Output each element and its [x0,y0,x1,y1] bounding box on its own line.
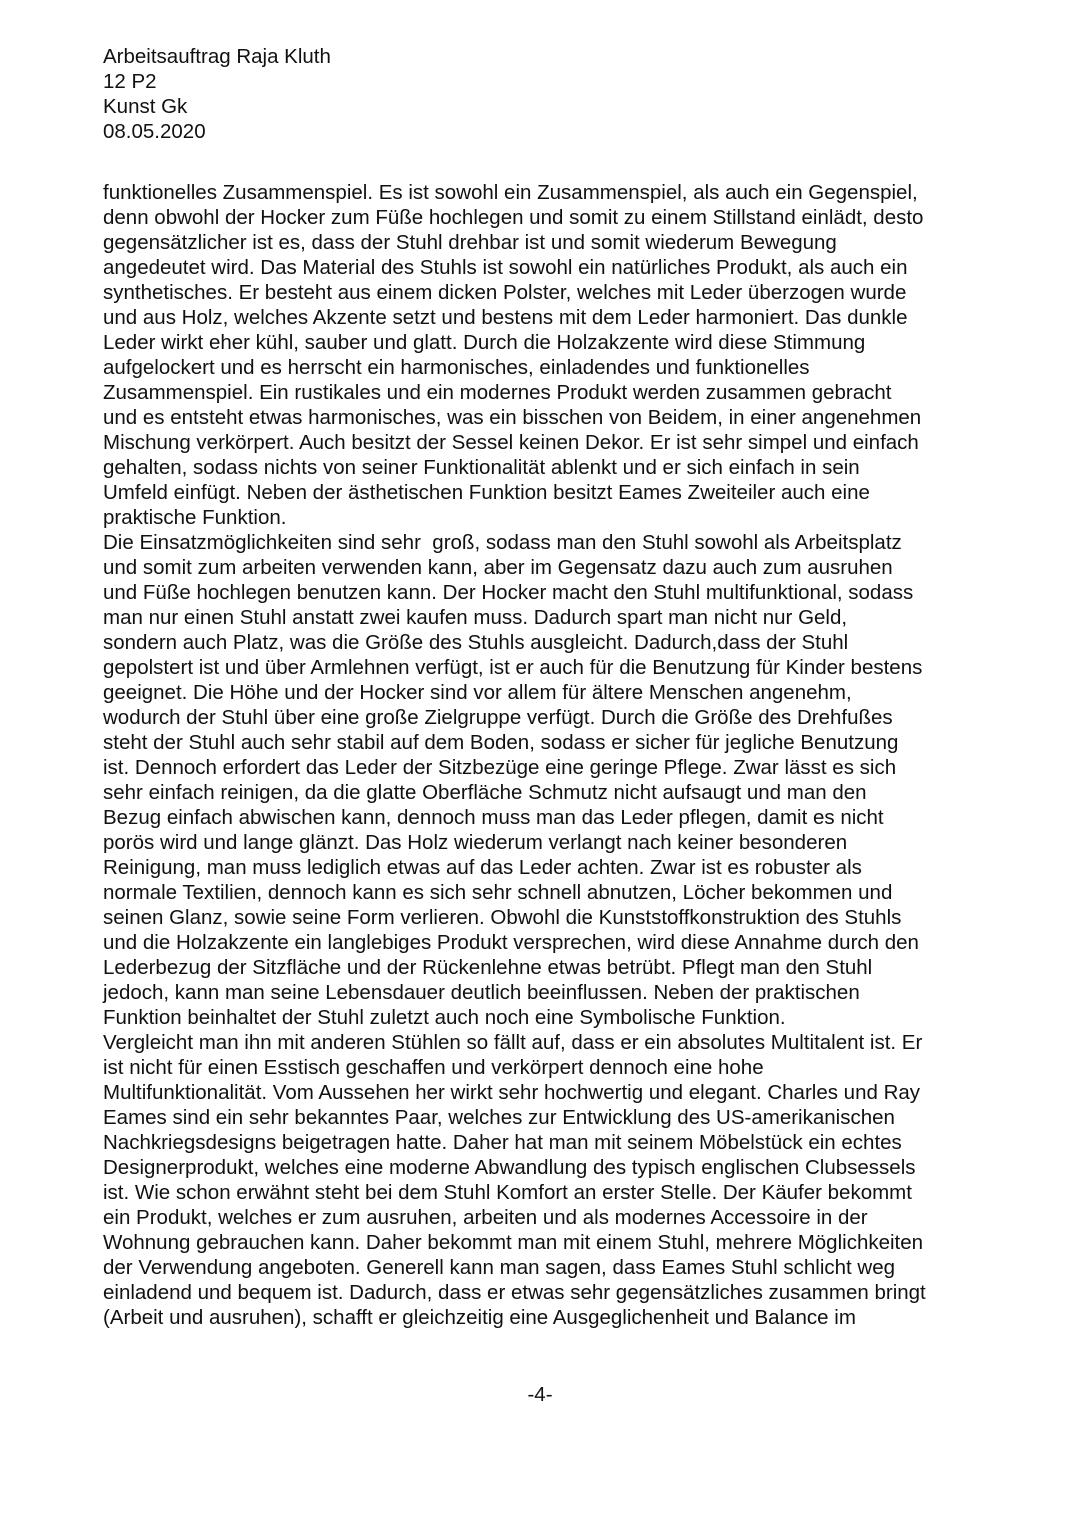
body-text-line: einladend und bequem ist. Dadurch, dass er etwas sehr gegensätzliches zusammen bringt [103,1281,926,1304]
body-text-line: wodurch der Stuhl über eine große Zielgruppe verfügt. Durch die Größe des Drehfußes [103,706,893,729]
body-text-line: jedoch, kann man seine Lebensdauer deutlich beeinflussen. Neben der praktischen [103,981,860,1004]
body-text-line: synthetisches. Er besteht aus einem dicken Polster, welches mit Leder überzogen wurde [103,281,907,304]
body-text-line: ein Produkt, welches er zum ausruhen, arbeiten und als modernes Accessoire in der [103,1206,868,1229]
body-text-line: Umfeld einfügt. Neben der ästhetischen Funktion besitzt Eames Zweiteiler auch eine [103,481,870,504]
body-text-line: Vergleicht man ihn mit anderen Stühlen so fällt auf, dass er ein absolutes Multitalent ist. Er [103,1031,923,1054]
body-text-line: Eames sind ein sehr bekanntes Paar, welches zur Entwicklung des US-amerikanischen [103,1106,895,1129]
body-text-line: ist. Dennoch erfordert das Leder der Sitzbezüge eine geringe Pflege. Zwar lässt es sich [103,756,897,779]
body-text-line: gepolstert ist und über Armlehnen verfügt, ist er auch für die Benutzung für Kinder bestens [103,656,923,679]
header-line: Arbeitsauftrag Raja Kluth [103,45,331,68]
body-text-line: Designerprodukt, welches eine moderne Abwandlung des typisch englischen Clubsessels [103,1156,916,1179]
body-text-line: porös wird und lange glänzt. Das Holz wiederum verlangt nach keiner besonderen [103,831,848,854]
body-text-line: ist. Wie schon erwähnt steht bei dem Stuhl Komfort an erster Stelle. Der Käufer bekommt [103,1181,912,1204]
body-text-line: und es entsteht etwas harmonisches, was ein bisschen von Beidem, in einer angenehmen [103,406,922,429]
body-text-line: normale Textilien, dennoch kann es sich sehr schnell abnutzen, Löcher bekommen und [103,881,893,904]
body-text-line: und die Holzakzente ein langlebiges Produkt versprechen, wird diese Annahme durch den [103,931,919,954]
header-line: 08.05.2020 [103,120,206,143]
document-body [103,180,1003,1330]
body-text-line: geeignet. Die Höhe und der Hocker sind vor allem für ältere Menschen angenehm, [103,681,852,704]
body-text-line: Zusammenspiel. Ein rustikales und ein modernes Produkt werden zusammen gebracht [103,381,892,404]
document-header [103,44,331,144]
header-line: Kunst Gk [103,95,188,118]
body-text-line: gehalten, sodass nichts von seiner Funktionalität ablenkt und er sich einfach in sein [103,456,860,479]
body-text-line: angedeutet wird. Das Material des Stuhls ist sowohl ein natürliches Produkt, als auch ein [103,256,908,279]
body-text-line: Funktion beinhaltet der Stuhl zuletzt auch noch eine Symbolische Funktion. [103,1006,786,1029]
body-text-line: Lederbezug der Sitzfläche und der Rückenlehne etwas betrübt. Pflegt man den Stuhl [103,956,873,979]
body-text-line: praktische Funktion. [103,506,287,529]
body-text-line: Die Einsatzmöglichkeiten sind sehr groß, sodass man den Stuhl sowohl als Arbeitsplatz [103,531,902,554]
body-text-line: Nachkriegsdesigns beigetragen hatte. Daher hat man mit seinem Möbelstück ein echtes [103,1131,902,1154]
page-number: -4- [527,1383,553,1406]
body-text-line: funktionelles Zusammenspiel. Es ist sowohl ein Zusammenspiel, als auch ein Gegenspiel, [103,181,918,204]
body-text-line: seinen Glanz, sowie seine Form verlieren. Obwohl die Kunststoffkonstruktion des Stuhls [103,906,902,929]
header-line: 12 P2 [103,70,157,93]
body-text-line: sehr einfach reinigen, da die glatte Oberfläche Schmutz nicht aufsaugt und man den [103,781,867,804]
body-text-line: gegensätzlicher ist es, dass der Stuhl drehbar ist und somit wiederum Bewegung [103,231,837,254]
body-text-line: sondern auch Platz, was die Größe des Stuhls ausgleicht. Dadurch,dass der Stuhl [103,631,849,654]
body-text-line: (Arbeit und ausruhen), schafft er gleichzeitig eine Ausgeglichenheit und Balance im [103,1306,856,1329]
body-text-line: ist nicht für einen Esstisch geschaffen und verkörpert dennoch eine hohe [103,1056,764,1079]
body-text-line: Multifunktionalität. Vom Aussehen her wirkt sehr hochwertig und elegant. Charles und Ray [103,1081,921,1104]
body-text-line: und Füße hochlegen benutzen kann. Der Hocker macht den Stuhl multifunktional, sodass [103,581,914,604]
body-text-line: aufgelockert und es herrscht ein harmonisches, einladendes und funktionelles [103,356,810,379]
body-text-line: denn obwohl der Hocker zum Füße hochlegen und somit zu einem Stillstand einlädt, desto [103,206,924,229]
body-text-line: steht der Stuhl auch sehr stabil auf dem Boden, sodass er sicher für jegliche Benutzung [103,731,899,754]
body-text-line: und aus Holz, welches Akzente setzt und bestens mit dem Leder harmoniert. Das dunkle [103,306,908,329]
body-text-line: Reinigung, man muss lediglich etwas auf das Leder achten. Zwar ist es robuster als [103,856,862,879]
body-text-line: Leder wirkt eher kühl, sauber und glatt. Durch die Holzakzente wird diese Stimmung [103,331,866,354]
body-text-line: man nur einen Stuhl anstatt zwei kaufen muss. Dadurch spart man nicht nur Geld, [103,606,848,629]
body-text-line: Mischung verkörpert. Auch besitzt der Sessel keinen Dekor. Er ist sehr simpel und einfach [103,431,919,454]
body-text-line: der Verwendung angeboten. Generell kann man sagen, dass Eames Stuhl schlicht weg [103,1256,896,1279]
body-text-line: und somit zum arbeiten verwenden kann, aber im Gegensatz dazu auch zum ausruhen [103,556,893,579]
body-text-line: Bezug einfach abwischen kann, dennoch muss man das Leder pflegen, damit es nicht [103,806,884,829]
body-text-line: Wohnung gebrauchen kann. Daher bekommt man mit einem Stuhl, mehrere Möglichkeiten [103,1231,924,1254]
